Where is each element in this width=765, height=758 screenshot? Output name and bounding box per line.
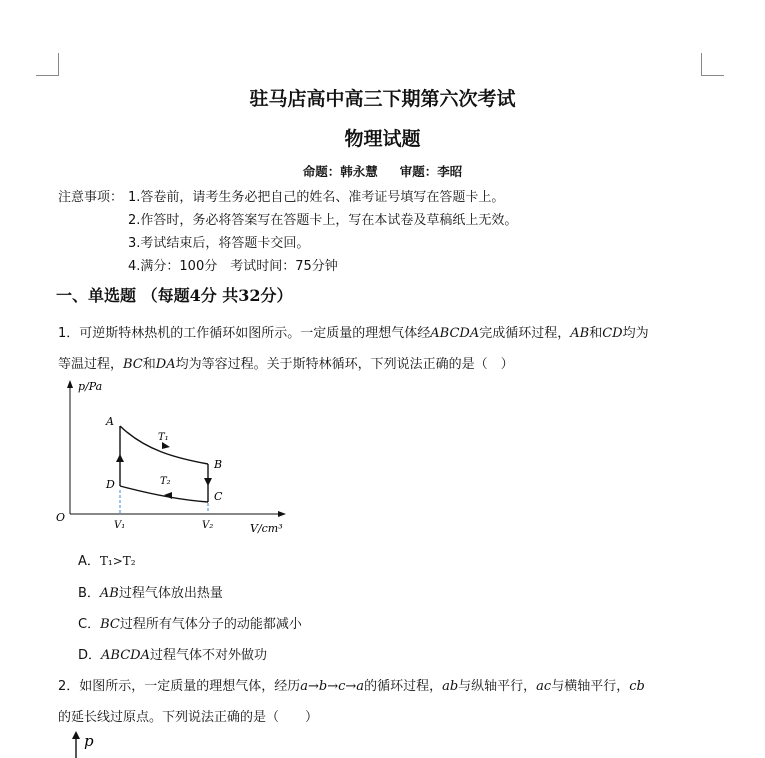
- authors-line: [0, 162, 765, 180]
- q1-stem-line1: 1．可逆斯特林热机的工作循环如图所示。一定质量的理想气体经ABCDA完成循环过程，AB和CD均为: [58, 326, 649, 341]
- note-item-1: 1.答卷前，请考生务必把自己的姓名、准考证号填写在答题卡上。: [128, 190, 505, 205]
- point-c-label: C: [214, 490, 223, 503]
- q1-option-b: B．AB过程气体放出热量: [78, 586, 223, 601]
- t2-label: T₂: [160, 476, 171, 487]
- v1-label: V₁: [114, 520, 126, 531]
- point-b-label: B: [214, 458, 223, 471]
- page-corner-mark-left: [36, 53, 59, 76]
- setter-label: 命题：: [302, 164, 341, 179]
- q2-y-arrow: [72, 731, 80, 739]
- isotherm-t2: [120, 486, 208, 502]
- subject-title: 物理试题: [344, 128, 421, 150]
- q1-option-d: D．ABCDA过程气体不对外做功: [78, 648, 267, 663]
- q1-stem-line2: 等温过程，BC和DA均为等容过程。关于斯特林循环，下列说法正确的是（ ）: [58, 357, 514, 372]
- exam-title: 驻马店高中高三下期第六次考试: [249, 88, 516, 110]
- setter-name: 韩永慧: [340, 164, 378, 179]
- q1-option-c: C．BC过程所有气体分子的动能都减小: [78, 617, 302, 632]
- v2-label: V₂: [202, 520, 214, 531]
- q2-stem-line2: 的延长线过原点。下列说法正确的是（ ）: [58, 710, 319, 725]
- point-d-label: D: [106, 478, 115, 491]
- q1-option-a: A．T₁>T₂: [78, 554, 136, 569]
- t1-label: T₁: [158, 432, 169, 443]
- q2-y-axis-label: p: [84, 732, 94, 750]
- arrow-da: [116, 454, 124, 462]
- x-axis-label: V/cm³: [250, 522, 283, 535]
- reviewer-name: 李昭: [437, 164, 463, 179]
- section-heading: 一、单选题 （每题4分 共32分）: [56, 286, 293, 305]
- note-item-4: 4.满分：100分 考试时间：75分钟: [128, 259, 338, 274]
- arrow-bc: [204, 478, 212, 486]
- q2-stem-line1: 2．如图所示，一定质量的理想气体，经历a→b→c→a的循环过程，ab与纵轴平行，ac与横轴平行，cb: [58, 679, 645, 694]
- arrow-cd: [164, 492, 172, 499]
- point-a-label: A: [106, 415, 114, 428]
- page-corner-mark-right: [701, 53, 724, 76]
- origin-label: O: [56, 511, 66, 524]
- arrow-ab: [162, 442, 170, 449]
- reviewer-label: 审题：: [399, 164, 438, 179]
- notes-label: 注意事项：: [58, 190, 124, 205]
- q1-pv-diagram: [50, 376, 300, 536]
- note-item-2: 2.作答时，务必将答案写在答题卡上，写在本试卷及草稿纸上无效。: [128, 213, 518, 228]
- y-axis-label: p/Pa: [78, 380, 103, 393]
- note-item-3: 3.考试结束后，将答题卡交回。: [128, 236, 310, 251]
- q2-diagram: [66, 730, 126, 758]
